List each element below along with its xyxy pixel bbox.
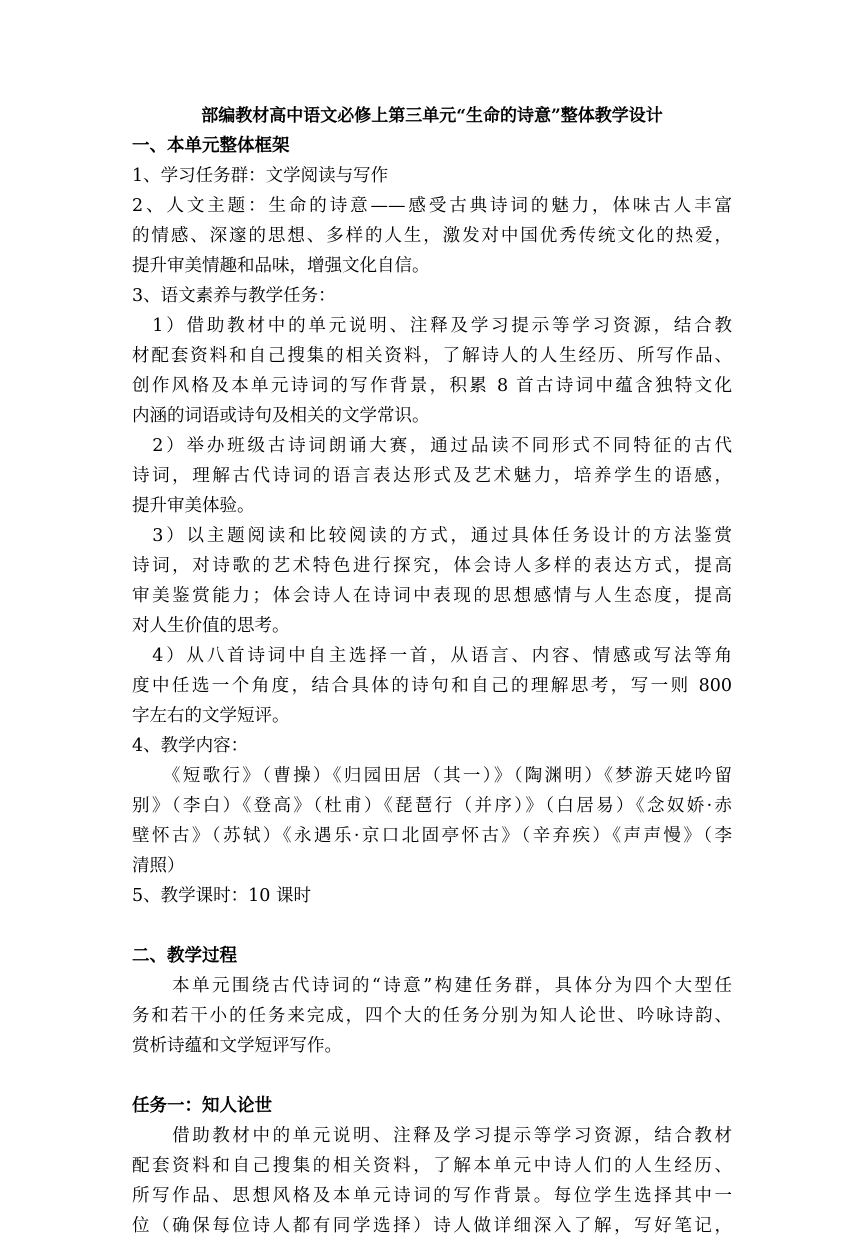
task-one-line: 位（确保每位诗人都有同学选择）诗人做详细深入了解，写好笔记，	[132, 1216, 732, 1236]
item-content-heading: 4、教学内容：	[132, 736, 249, 756]
item-theme-line: 的情感、深邃的思想、多样的人生，激发对中国优秀传统文化的热爱，	[132, 226, 732, 246]
task-4-line: 度中任选一个角度，结合具体的诗句和自己的理解思考，写一则 800	[132, 676, 732, 696]
process-line: 务和若干小的任务来完成，四个大的任务分别为知人论世、吟咏诗韵、	[132, 1006, 732, 1026]
task-one-line: 所写作品、思想风格及本单元诗词的写作背景。每位学生选择其中一	[132, 1186, 732, 1206]
task-1-line: 材配套资料和自己搜集的相关资料，了解诗人的人生经历、所写作品、	[132, 346, 732, 366]
content-line: 壁怀古》（苏轼）《永遇乐·京口北固亭怀古》（辛弃疾）《声声慢》（李	[132, 826, 732, 846]
section-heading-framework: 一、本单元整体框架	[132, 136, 290, 156]
task-1-line: 内涵的词语或诗句及相关的文学常识。	[132, 406, 430, 426]
content-line: 别》（李白）《登高》（杜甫）《琵琶行（并序）》（白居易）《念奴娇·赤	[132, 796, 732, 816]
task-3-line: 审美鉴赏能力；体会诗人在诗词中表现的思想感情与人生态度，提高	[132, 586, 732, 606]
task-2-line: 提升审美体验。	[132, 496, 255, 516]
task-2-line: 2）举办班级古诗词朗诵大赛，通过品读不同形式不同特征的古代	[132, 436, 732, 456]
task-3-line: 诗词，对诗歌的艺术特色进行探究，体会诗人多样的表达方式，提高	[132, 556, 732, 576]
blank-line	[132, 911, 732, 941]
item-theme-line: 2、人文主题：生命的诗意——感受古典诗词的魅力，体味古人丰富	[132, 196, 732, 216]
item-class-hours: 5、教学课时：10 课时	[132, 886, 311, 906]
document-page	[132, 101, 732, 1241]
process-line: 赏析诗蕴和文学短评写作。	[132, 1036, 342, 1056]
task-4-line: 4）从八首诗词中自主选择一首，从语言、内容、情感或写法等角	[132, 646, 732, 666]
task-one-heading: 任务一：知人论世	[132, 1096, 272, 1116]
process-line: 本单元围绕古代诗词的“诗意”构建任务群，具体分为四个大型任	[132, 976, 732, 996]
task-one-line: 配套资料和自己搜集的相关资料，了解本单元中诗人们的人生经历、	[132, 1156, 732, 1176]
task-3-line: 对人生价值的思考。	[132, 616, 290, 636]
blank-line	[132, 1061, 732, 1091]
content-line: 《短歌行》（曹操）《归园田居（其一）》（陶渊明）《梦游天姥吟留	[132, 766, 732, 786]
content-line: 清照）	[132, 856, 185, 876]
task-1-line: 创作风格及本单元诗词的写作背景，积累 8 首古诗词中蕴含独特文化	[132, 376, 732, 396]
document-title: 部编教材高中语文必修上第三单元“生命的诗意”整体教学设计	[201, 106, 663, 126]
item-theme-line: 提升审美情趣和品味，增强文化自信。	[132, 256, 430, 276]
task-1-line: 1）借助教材中的单元说明、注释及学习提示等学习资源，结合教	[132, 316, 732, 336]
task-2-line: 诗词，理解古代诗词的语言表达形式及艺术魅力，培养学生的语感，	[132, 466, 732, 486]
task-4-line: 字左右的文学短评。	[132, 706, 290, 726]
item-task-group: 1、学习任务群：文学阅读与写作	[132, 166, 389, 186]
item-literacy-heading: 3、语文素养与教学任务：	[132, 286, 336, 306]
task-3-line: 3）以主题阅读和比较阅读的方式，通过具体任务设计的方法鉴赏	[132, 526, 732, 546]
section-heading-process: 二、教学过程	[132, 946, 237, 966]
task-one-line: 借助教材中的单元说明、注释及学习提示等学习资源，结合教材	[132, 1126, 732, 1146]
